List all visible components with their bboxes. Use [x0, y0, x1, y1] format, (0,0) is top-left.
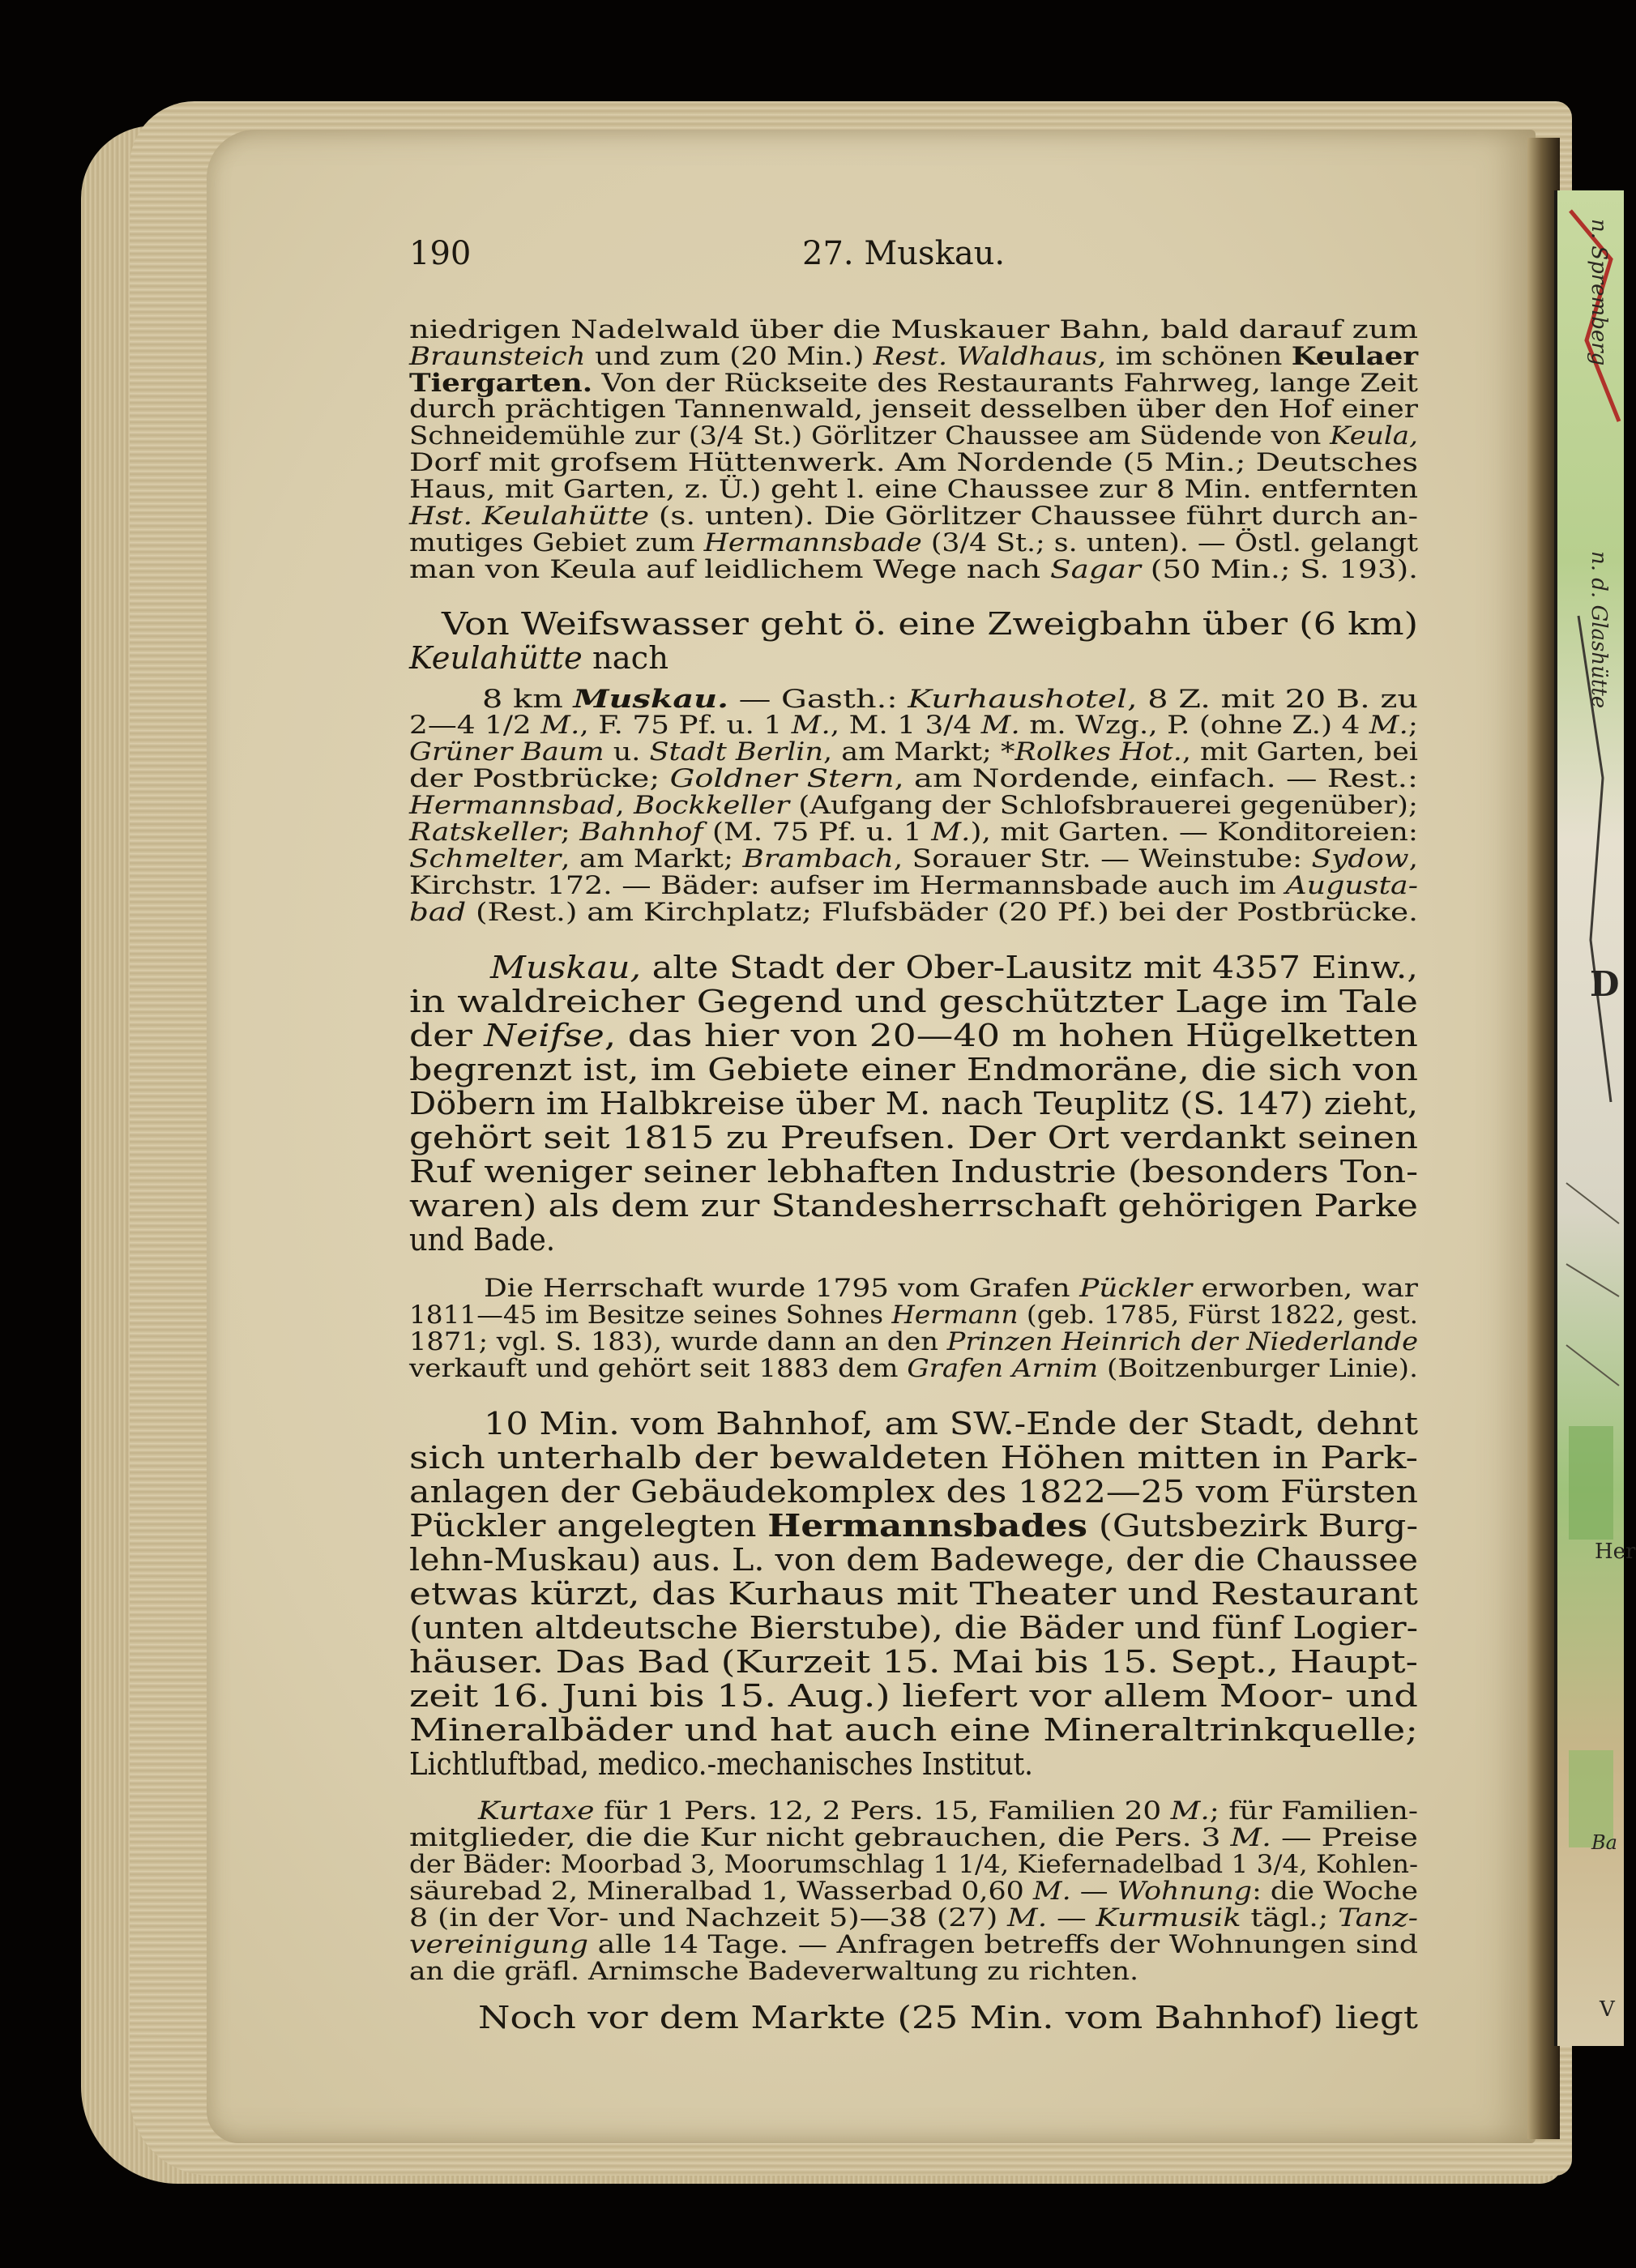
text-segment: (Gutsbezirk Burg-	[1087, 1508, 1419, 1544]
text-segment: und zum (20 Min.)	[585, 343, 874, 371]
text-segment: Kurtaxe	[478, 1797, 595, 1826]
text-segment: 1811—45 im Besitze seines Sohnes	[409, 1301, 892, 1330]
text-line	[484, 1275, 1418, 1303]
text-segment: , mit Garten, bei	[1181, 738, 1418, 767]
text-segment: M.	[931, 818, 971, 847]
text-segment: alte Stadt der Ober-Lausitz mit 4357 Einw.,	[641, 950, 1419, 986]
text-segment: , das hier von 20—40 m hohen Hügelketten	[604, 1018, 1418, 1054]
text-segment: ,	[1408, 845, 1418, 873]
chapter-title: 27. Muskau.	[802, 235, 1006, 272]
text-segment: (50 Min.; S. 193).	[1140, 556, 1419, 584]
text-segment: in waldreicher Gegend und geschützter Lage im Tale	[409, 984, 1419, 1020]
text-segment: Grafen Arnim	[907, 1355, 1099, 1383]
text-segment: Pückler angelegten	[409, 1508, 768, 1544]
text-segment: (s. unten). Die Görlitzer Chaussee führt durch an-	[649, 502, 1419, 531]
text-segment: —	[1047, 1904, 1096, 1933]
text-line	[409, 1301, 1418, 1330]
text-segment: Die Herrschaft wurde 1795 vom Grafen	[484, 1275, 1080, 1303]
text-segment: , am Markt;	[561, 845, 743, 873]
text-line	[482, 685, 1418, 714]
text-segment: tägl.;	[1241, 1904, 1339, 1933]
text-line	[409, 738, 1418, 767]
text-line	[409, 1474, 1418, 1510]
text-segment: Goldner Stern	[669, 765, 895, 793]
text-segment: Rolkes Hot.	[1014, 738, 1182, 767]
text-segment: — Preise	[1271, 1824, 1418, 1852]
text-line	[409, 1712, 1418, 1749]
text-segment: der	[409, 1018, 485, 1054]
map-letter-her: Her	[1595, 1540, 1636, 1564]
text-segment: Brambach	[742, 845, 894, 873]
text-segment: ), mit Garten. — Konditoreien:	[970, 818, 1418, 847]
text-line	[409, 1328, 1418, 1356]
text-line	[409, 1877, 1418, 1906]
text-line	[409, 502, 1418, 531]
text-segment: 8 km	[482, 686, 574, 714]
text-segment: , am Markt; *	[822, 738, 1015, 767]
text-segment: Hermannsbades	[767, 1508, 1088, 1544]
text-line	[409, 342, 1418, 371]
text-segment: M.	[1007, 1904, 1048, 1933]
text-line	[409, 1931, 1418, 1959]
text-line	[409, 476, 1418, 504]
text-segment: an die gräfl. Arnimsche Badeverwaltung zu richten.	[409, 1958, 1139, 1986]
text-line	[409, 711, 1418, 740]
text-segment: Dorf mit grofsem Hüttenwerk. Am Nordende (5 Min.; Deutsches	[409, 449, 1419, 477]
text-line	[409, 765, 1418, 793]
text-segment: verkauft und gehört seit 1883 dem	[409, 1355, 908, 1383]
text-line	[490, 950, 1418, 986]
text-segment: niedrigen Nadelwald über die Muskauer Bahn, bald darauf zum	[409, 316, 1419, 344]
text-segment: häuser. Das Bad (Kurzeit 15. Mai bis 15. Sept., Haupt-	[409, 1644, 1418, 1681]
text-segment: , im schönen	[1097, 343, 1292, 371]
text-line	[409, 984, 1418, 1020]
text-segment: Bockkeller	[633, 792, 790, 820]
text-segment: , F. 75 Pf. u. 1	[579, 711, 792, 740]
text-segment: Kirchstr. 172. — Bäder: aufser im Hermannsbade auch im	[409, 872, 1286, 900]
text-segment: mutiges Gebiet zum	[409, 529, 704, 557]
text-line	[409, 1086, 1418, 1122]
text-line	[409, 1904, 1418, 1933]
text-segment: 10 Min. vom Bahnhof, am SW.-Ende der Stadt, dehnt	[484, 1406, 1419, 1442]
text-segment: Schmelter	[409, 845, 562, 873]
text-segment: Hermann	[891, 1301, 1019, 1330]
text-segment: M.	[980, 711, 1020, 740]
text-segment: man von Keula auf leidlichem Wege nach	[409, 556, 1050, 584]
text-segment: 2—4 1/2	[409, 711, 541, 740]
text-line	[409, 1222, 555, 1258]
text-line	[409, 369, 1418, 398]
text-segment: begrenzt ist, im Gebiete einer Endmoräne, die sich von	[409, 1052, 1419, 1088]
text-line	[409, 1018, 1418, 1054]
text-segment: Augusta-	[1285, 872, 1419, 900]
text-line	[409, 1851, 1418, 1879]
text-segment: Muskau,	[490, 950, 642, 986]
map-letter-ba: Ba	[1591, 1831, 1617, 1854]
text-segment: : die Woche	[1252, 1877, 1419, 1906]
text-segment: 8 (in der Vor- und Nachzeit 5)—38 (27)	[409, 1904, 1008, 1933]
text-segment: Bahnhof	[579, 818, 703, 847]
text-segment: gehört seit 1815 zu Preufsen. Der Ort verdankt seinen	[409, 1120, 1418, 1156]
text-segment: Hst. Keulahütte	[409, 502, 650, 531]
text-segment: , am Nordende, einfach. — Rest.:	[894, 765, 1419, 793]
page-number: 190	[409, 235, 472, 272]
text-line	[409, 1120, 1418, 1156]
text-segment: Döbern im Halbkreise über M. nach Teuplitz (S. 147) zieht,	[409, 1086, 1418, 1122]
text-line	[409, 1610, 1418, 1647]
text-segment: säurebad 2, Mineralbad 1, Wasserbad 0,60	[409, 1877, 1033, 1906]
text-segment: und Bade.	[409, 1222, 556, 1258]
text-segment: Lichtluftbad, medico.-mechanisches Institut.	[409, 1746, 1034, 1783]
text-segment: , 8 Z. mit 20 B. zu	[1126, 686, 1418, 714]
map-label-spremberg: n. Spremberg	[1587, 219, 1611, 366]
text-segment: Braunsteich	[409, 343, 586, 371]
text-segment: Mineralbäder und hat auch eine Mineraltrinkquelle;	[409, 1712, 1419, 1749]
text-line	[409, 395, 1418, 424]
text-segment: M.	[1032, 1877, 1071, 1906]
text-segment: Hermannsbad	[409, 792, 616, 820]
text-segment: Rest. Waldhaus	[873, 343, 1098, 371]
text-segment: lehn-Muskau) aus. L. von dem Badewege, der die Chaussee	[409, 1542, 1418, 1578]
text-segment: der Postbrücke;	[409, 765, 670, 793]
text-line	[409, 556, 1418, 584]
text-segment: Keulaer	[1291, 342, 1419, 371]
text-segment: M.	[1230, 1824, 1272, 1852]
text-segment: ,	[615, 792, 634, 820]
text-segment: Keula,	[1330, 422, 1418, 451]
text-line	[442, 606, 1418, 643]
text-segment: Muskau.	[573, 685, 728, 714]
text-segment: anlagen der Gebäudekomplex des 1822—25 vom Fürsten	[409, 1474, 1418, 1510]
text-segment: Ratskeller	[409, 818, 561, 847]
text-segment: etwas kürzt, das Kurhaus mit Theater und Restaurant	[409, 1576, 1418, 1612]
text-segment: erworben, war	[1192, 1275, 1418, 1303]
map-label-glashuette: n. d. Glashütte	[1587, 551, 1611, 709]
text-segment: Sydow	[1311, 845, 1409, 873]
text-segment: Stadt Berlin	[649, 738, 823, 767]
text-line	[409, 316, 1418, 344]
text-line	[478, 2000, 1418, 2036]
text-segment: (Aufgang der Schlofsbrauerei gegenüber);	[789, 792, 1419, 820]
text-segment: Tanz-	[1338, 1904, 1419, 1933]
text-line	[409, 1355, 1418, 1383]
text-line	[409, 1576, 1418, 1612]
text-segment: (unten altdeutsche Bierstube), die Bäder und fünf Logier-	[409, 1610, 1419, 1647]
text-segment: Kurhaushotel	[908, 686, 1127, 714]
text-line	[409, 1746, 1033, 1783]
text-line	[409, 1678, 1418, 1715]
text-segment: (Rest.) am Kirchplatz; Flufsbäder (20 Pf.) bei der Postbrücke.	[466, 899, 1418, 927]
text-segment: M.	[791, 711, 831, 740]
text-segment: Haus, mit Garten, z. Ü.) geht l. eine Chaussee zur 8 Min. entfernten	[409, 476, 1419, 504]
text-line	[409, 1052, 1418, 1088]
text-segment: bad	[409, 899, 467, 927]
text-line	[409, 1154, 1418, 1190]
text-segment: ;	[560, 818, 580, 847]
text-segment: mitglieder, die die Kur nicht gebrauchen, die Pers. 3	[409, 1824, 1231, 1852]
text-segment: durch prächtigen Tannenwald, jenseit desselben über den Hof einer	[409, 395, 1418, 424]
map-letter-d: D	[1590, 964, 1620, 1004]
text-segment: für 1 Pers. 12, 2 Pers. 15, Familien 20	[594, 1797, 1171, 1826]
text-segment: vereinigung	[409, 1931, 589, 1959]
text-segment: ;	[1407, 711, 1419, 740]
text-line	[409, 818, 1418, 847]
text-segment: ; für Familien-	[1209, 1797, 1418, 1826]
text-segment: , Sorauer Str. — Weinstube:	[893, 845, 1312, 873]
text-segment: (3/4 St.; s. unten). — Östl. gelangt	[921, 529, 1419, 557]
text-segment: nach	[582, 640, 669, 677]
text-segment: (M. 75 Pf. u. 1	[703, 818, 932, 847]
text-segment: alle 14 Tage. — Anfragen betreffs der Wohnungen sind	[588, 1931, 1419, 1959]
text-segment: Schneidemühle zur (3/4 St.) Görlitzer Chaussee am Südende von	[409, 422, 1331, 451]
text-segment: M.	[540, 711, 580, 740]
text-segment: (geb. 1785, Fürst 1822, gest.	[1018, 1301, 1419, 1330]
text-segment: , M. 1 3/4	[830, 711, 981, 740]
text-segment: M.	[1170, 1797, 1210, 1826]
text-line	[409, 845, 1418, 873]
text-segment: zeit 16. Juni bis 15. Aug.) liefert vor allem Moor- und	[409, 1678, 1418, 1715]
map-letter-v: V	[1600, 1997, 1615, 2022]
text-line	[409, 1958, 1138, 1986]
text-segment: M.	[1369, 711, 1408, 740]
text-segment: Grüner Baum	[409, 738, 604, 767]
text-line	[409, 1644, 1418, 1681]
text-segment: —	[1070, 1877, 1117, 1906]
text-segment: Keulahütte	[409, 640, 583, 677]
text-line	[409, 1508, 1418, 1544]
text-segment: Noch vor dem Markte (25 Min. vom Bahnhof) liegt	[478, 2000, 1418, 2036]
text-line	[409, 449, 1418, 477]
text-line	[409, 1440, 1418, 1476]
text-line	[409, 1824, 1418, 1852]
text-segment: Hermannsbade	[703, 529, 922, 557]
text-line	[478, 1797, 1418, 1826]
text-segment: m. Wzg., P. (ohne Z.) 4	[1019, 711, 1369, 740]
text-segment: (Boitzenburger Linie).	[1098, 1355, 1418, 1383]
text-line	[409, 422, 1418, 451]
text-line	[409, 872, 1418, 900]
text-line	[409, 1188, 1418, 1224]
text-line	[409, 640, 668, 677]
text-segment: Pückler	[1079, 1275, 1193, 1303]
text-segment: Neifse	[484, 1018, 604, 1054]
text-segment: Wohnung	[1117, 1877, 1253, 1906]
text-segment: waren) als dem zur Standesherrschaft gehörigen Parke	[409, 1188, 1418, 1224]
text-segment: Kurmusik	[1096, 1904, 1241, 1933]
text-line	[409, 1542, 1418, 1578]
text-segment: u.	[604, 738, 650, 767]
text-line	[409, 529, 1418, 557]
text-segment: Tiergarten.	[409, 369, 593, 398]
text-segment: der Bäder: Moorbad 3, Moorumschlag 1 1/4, Kiefernadelbad 1 3/4, Kohlen-	[409, 1851, 1419, 1879]
text-segment: — Gasth.:	[728, 686, 908, 714]
text-line	[484, 1406, 1418, 1442]
text-line	[409, 792, 1418, 820]
text-segment: Von der Rückseite des Restaurants Fahrweg, lange Zeit	[592, 369, 1419, 398]
text-segment: 1871; vgl. S. 183), wurde dann an den	[409, 1328, 947, 1356]
text-line	[409, 899, 1418, 927]
text-segment: Ruf weniger seiner lebhaften Industrie (besonders Ton-	[409, 1154, 1419, 1190]
text-segment: Von Weifswasser geht ö. eine Zweigbahn über (6 km)	[442, 606, 1419, 643]
text-segment: Prinzen Heinrich der Niederlande	[946, 1328, 1419, 1356]
text-segment: Sagar	[1049, 556, 1141, 584]
text-segment: sich unterhalb der bewaldeten Höhen mitten in Park-	[409, 1440, 1419, 1476]
